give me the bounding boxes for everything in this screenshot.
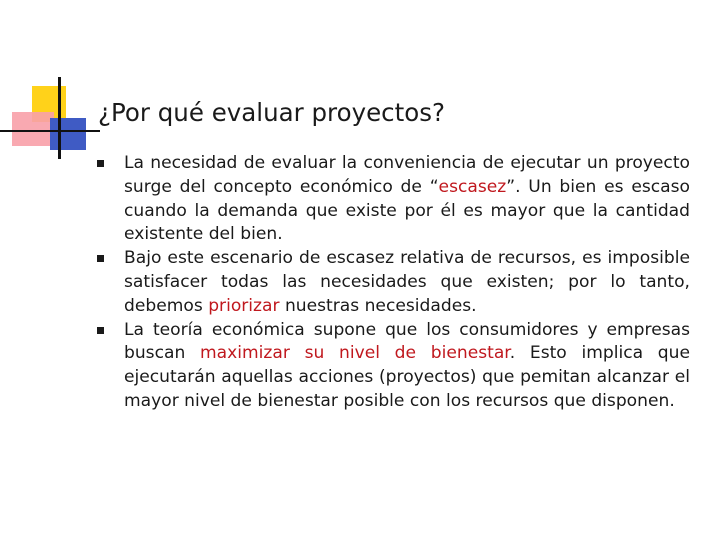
- square-bullet-icon: [97, 255, 104, 262]
- bullet-text-segment: Bajo este escenario de escasez relativa de recursos, es imposible satisfacer todas las necesidades que existen; por lo tanto, debemos: [124, 248, 690, 316]
- square-bullet-icon: [97, 327, 104, 334]
- bullet-text-segment: nuestras necesidades.: [279, 295, 477, 316]
- bullet-item: [95, 152, 690, 247]
- bullet-item: [95, 319, 690, 414]
- highlighted-term: escasez: [438, 176, 507, 197]
- bullet-text-segment: ”. Un bien es escaso cuando la demanda que existe por él es mayor que la cantidad existente del bien.: [124, 176, 690, 245]
- slide-title: ¿Por qué evaluar proyectos?: [98, 98, 445, 127]
- highlighted-term: maximizar su nivel de bienestar: [200, 343, 510, 364]
- square-bullet-icon: [97, 160, 104, 167]
- logo-vertical-line: [58, 77, 61, 159]
- bullet-text-segment: . Esto implica que ejecutarán aquellas acciones (proyectos) que pemitan alcanzar el mayor nivel de bienestar posible con los recursos que disponen.: [124, 343, 690, 411]
- highlighted-term: priorizar: [208, 295, 280, 316]
- bullet-text-segment: La teoría económica supone que los consumidores y empresas buscan: [124, 319, 690, 364]
- logo-pink-square: [12, 112, 54, 146]
- logo-blue-square: [50, 118, 86, 150]
- bullet-list: [95, 152, 690, 414]
- logo-horizontal-line: [0, 130, 100, 132]
- bullet-text-segment: La necesidad de evaluar la conveniencia de ejecutar un proyecto surge del concepto económico de “: [124, 153, 690, 197]
- decorative-logo: [0, 0, 100, 170]
- bullet-item: [95, 247, 690, 318]
